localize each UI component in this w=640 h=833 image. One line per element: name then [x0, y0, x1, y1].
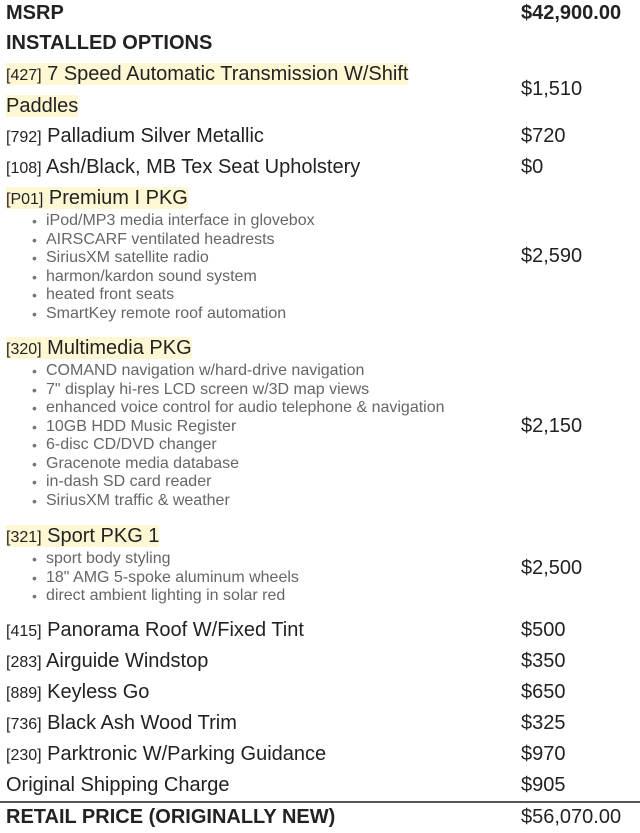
package-feature: • 7" display hi-res LCD screen w/3D map views [32, 381, 445, 400]
option-price: $325 [521, 712, 566, 734]
package-feature: • SmartKey remote roof automation [32, 305, 315, 324]
option-name: Ash/Black, MB Tex Seat Upholstery [46, 156, 361, 178]
option-code: [283] [6, 654, 42, 671]
option-name: Sport PKG 1 [47, 525, 160, 547]
package-feature-list [32, 362, 445, 510]
package-feature: • COMAND navigation w/hard-drive navigation [32, 362, 445, 381]
package-feature: • iPod/MP3 media interface in glovebox [32, 212, 315, 231]
option-price: $720 [521, 125, 566, 147]
retail-price-label: RETAIL PRICE (ORIGINALLY NEW) [6, 806, 336, 828]
package-feature: • sport body styling [32, 550, 299, 569]
package-feature: • enhanced voice control for audio telephone & navigation [32, 399, 445, 418]
package-feature: • 10GB HDD Music Register [32, 418, 445, 437]
option-highlight [6, 337, 192, 359]
option-highlight [6, 63, 408, 85]
package-feature: • direct ambient lighting in solar red [32, 587, 299, 606]
msrp-label: MSRP [6, 2, 64, 24]
option-label [6, 121, 264, 153]
option-price: $970 [521, 743, 566, 765]
package-feature: • 6-disc CD/DVD changer [32, 436, 445, 455]
option-code: [889] [6, 685, 42, 702]
option-code: [736] [6, 716, 42, 733]
option-name: Keyless Go [47, 681, 150, 703]
option-label [6, 152, 360, 184]
option-highlight [6, 525, 159, 547]
package-feature: • SiriusXM satellite radio [32, 249, 315, 268]
option-highlight [6, 187, 188, 209]
shipping-price: $905 [521, 774, 566, 796]
package-feature-list [32, 212, 315, 323]
option-price: $2,500 [521, 557, 583, 579]
option-price: $500 [521, 619, 566, 641]
option-code: [108] [6, 160, 42, 177]
option-name: 7 Speed Automatic Transmission W/Shift [47, 63, 409, 85]
option-price: $0 [521, 156, 544, 178]
retail-price-value: $56,070.00 [521, 806, 622, 828]
option-label [6, 677, 149, 709]
package-feature-list [32, 550, 299, 606]
option-name: Airguide Windstop [46, 650, 209, 672]
option-code: [415] [6, 623, 42, 640]
option-name: Panorama Roof W/Fixed Tint [47, 619, 304, 641]
shipping-label: Original Shipping Charge [6, 774, 230, 796]
package-feature: • AIRSCARF ventilated headrests [32, 231, 315, 250]
package-feature: • SiriusXM traffic & weather [32, 492, 445, 511]
option-code: [P01] [6, 191, 44, 208]
option-label [6, 615, 304, 647]
option-name: Parktronic W/Parking Guidance [47, 743, 327, 765]
option-name-continued: Paddles [6, 95, 79, 117]
package-feature: • heated front seats [32, 286, 315, 305]
option-name: Premium I PKG [48, 187, 188, 209]
option-label [6, 708, 237, 740]
package-feature: • harmon/kardon sound system [32, 268, 315, 287]
option-price: $2,590 [521, 245, 583, 267]
option-label [6, 333, 192, 365]
option-label [6, 59, 408, 122]
option-name: Multimedia PKG [47, 337, 192, 359]
option-code: [427] [6, 67, 42, 84]
installed-options-heading: INSTALLED OPTIONS [6, 32, 213, 54]
option-code: [321] [6, 529, 42, 546]
option-label [6, 646, 208, 678]
option-price: $1,510 [521, 78, 583, 100]
package-feature: • 18" AMG 5-spoke aluminum wheels [32, 569, 299, 588]
package-feature: • Gracenote media database [32, 455, 445, 474]
msrp-price: $42,900.00 [521, 2, 622, 24]
package-feature: • in-dash SD card reader [32, 473, 445, 492]
option-price: $650 [521, 681, 566, 703]
option-code: [792] [6, 129, 42, 146]
option-price: $350 [521, 650, 566, 672]
option-label [6, 183, 188, 215]
option-name: Black Ash Wood Trim [47, 712, 237, 734]
option-name: Palladium Silver Metallic [47, 125, 264, 147]
option-label [6, 739, 326, 771]
option-label [6, 521, 159, 553]
option-code: [230] [6, 747, 42, 764]
option-price: $2,150 [521, 415, 583, 437]
option-code: [320] [6, 341, 42, 358]
